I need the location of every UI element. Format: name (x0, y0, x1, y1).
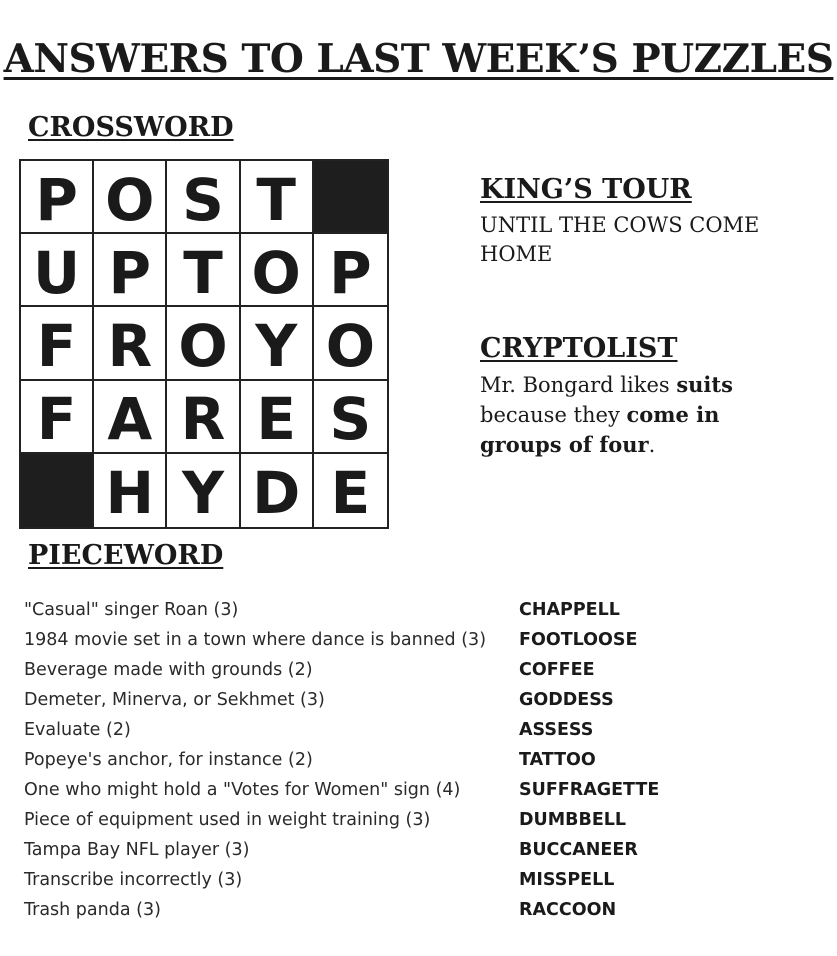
crossword-cell: O (167, 307, 240, 380)
pieceword-clue: Popeye's anchor, for instance (2) (24, 750, 313, 770)
pieceword-answer: FOOTLOOSE (519, 630, 638, 650)
kings-tour-heading: KING’S TOUR (480, 174, 692, 205)
pieceword-row (24, 866, 824, 896)
pieceword-row (24, 716, 824, 746)
pieceword-answer: DUMBBELL (519, 810, 627, 830)
pieceword-row (24, 896, 824, 926)
crossword-heading: CROSSWORD (28, 112, 234, 143)
crossword-cell: S (314, 381, 387, 454)
pieceword-row (24, 806, 824, 836)
pieceword-clue: Demeter, Minerva, or Sekhmet (3) (24, 690, 325, 710)
pieceword-answer: RACCOON (519, 900, 617, 920)
crossword-cell: S (167, 161, 240, 234)
crossword-cell: T (167, 234, 240, 307)
cryptolist-text-3: . (648, 433, 656, 457)
crossword-black-cell (314, 161, 387, 234)
pieceword-clue: Trash panda (3) (24, 900, 161, 920)
crossword-black-cell (21, 454, 94, 527)
crossword-cell: U (21, 234, 94, 307)
pieceword-answer: COFFEE (519, 660, 595, 680)
crossword-cell: P (314, 234, 387, 307)
kings-tour-answer-line2: HOME (480, 242, 553, 266)
pieceword-row (24, 746, 824, 776)
cryptolist-bold-2: come in groups of four (480, 402, 720, 457)
pieceword-row (24, 626, 824, 656)
crossword-cell: F (21, 381, 94, 454)
crossword-cell: R (167, 381, 240, 454)
crossword-cell: H (94, 454, 167, 527)
pieceword-answer: BUCCANEER (519, 840, 638, 860)
page-title: ANSWERS TO LAST WEEK’S PUZZLES (3, 36, 834, 82)
kings-tour-answer-line1: UNTIL THE COWS COME (480, 213, 760, 237)
crossword-cell: D (241, 454, 314, 527)
crossword-cell: E (241, 381, 314, 454)
pieceword-row (24, 686, 824, 716)
cryptolist-bold-1: suits (676, 372, 733, 397)
crossword-cell: P (21, 161, 94, 234)
crossword-cell: P (94, 234, 167, 307)
pieceword-clue: "Casual" singer Roan (3) (24, 600, 239, 620)
pieceword-answer: MISSPELL (519, 870, 615, 890)
crossword-cell: Y (167, 454, 240, 527)
pieceword-row (24, 656, 824, 686)
crossword-cell: Y (241, 307, 314, 380)
cryptolist-answer (480, 370, 780, 460)
pieceword-answer: CHAPPELL (519, 600, 620, 620)
cryptolist-heading: CRYPTOLIST (480, 333, 678, 364)
pieceword-list (24, 596, 824, 926)
crossword-cell: F (21, 307, 94, 380)
crossword-cell: O (94, 161, 167, 234)
pieceword-row (24, 596, 824, 626)
pieceword-row (24, 776, 824, 806)
pieceword-clue: Transcribe incorrectly (3) (24, 870, 243, 890)
cryptolist-text-1: Mr. Bongard likes (480, 373, 677, 397)
pieceword-answer: TATTOO (519, 750, 596, 770)
crossword-cell: T (241, 161, 314, 234)
pieceword-clue: One who might hold a "Votes for Women" sign (4) (24, 780, 461, 800)
kings-tour-answer (480, 211, 759, 269)
pieceword-clue: Evaluate (2) (24, 720, 131, 740)
pieceword-clue: Beverage made with grounds (2) (24, 660, 313, 680)
pieceword-clue: Piece of equipment used in weight training (3) (24, 810, 431, 830)
crossword-grid (19, 159, 389, 529)
pieceword-clue: 1984 movie set in a town where dance is banned (3) (24, 630, 487, 650)
pieceword-heading: PIECEWORD (28, 540, 224, 571)
pieceword-answer: SUFFRAGETTE (519, 780, 660, 800)
pieceword-row (24, 836, 824, 866)
pieceword-answer: ASSESS (519, 720, 594, 740)
crossword-cell: A (94, 381, 167, 454)
pieceword-answer: GODDESS (519, 690, 614, 710)
cryptolist-text-2: because they (480, 403, 627, 427)
crossword-cell: O (241, 234, 314, 307)
crossword-cell: O (314, 307, 387, 380)
crossword-cell: R (94, 307, 167, 380)
pieceword-clue: Tampa Bay NFL player (3) (24, 840, 250, 860)
crossword-cell: E (314, 454, 387, 527)
